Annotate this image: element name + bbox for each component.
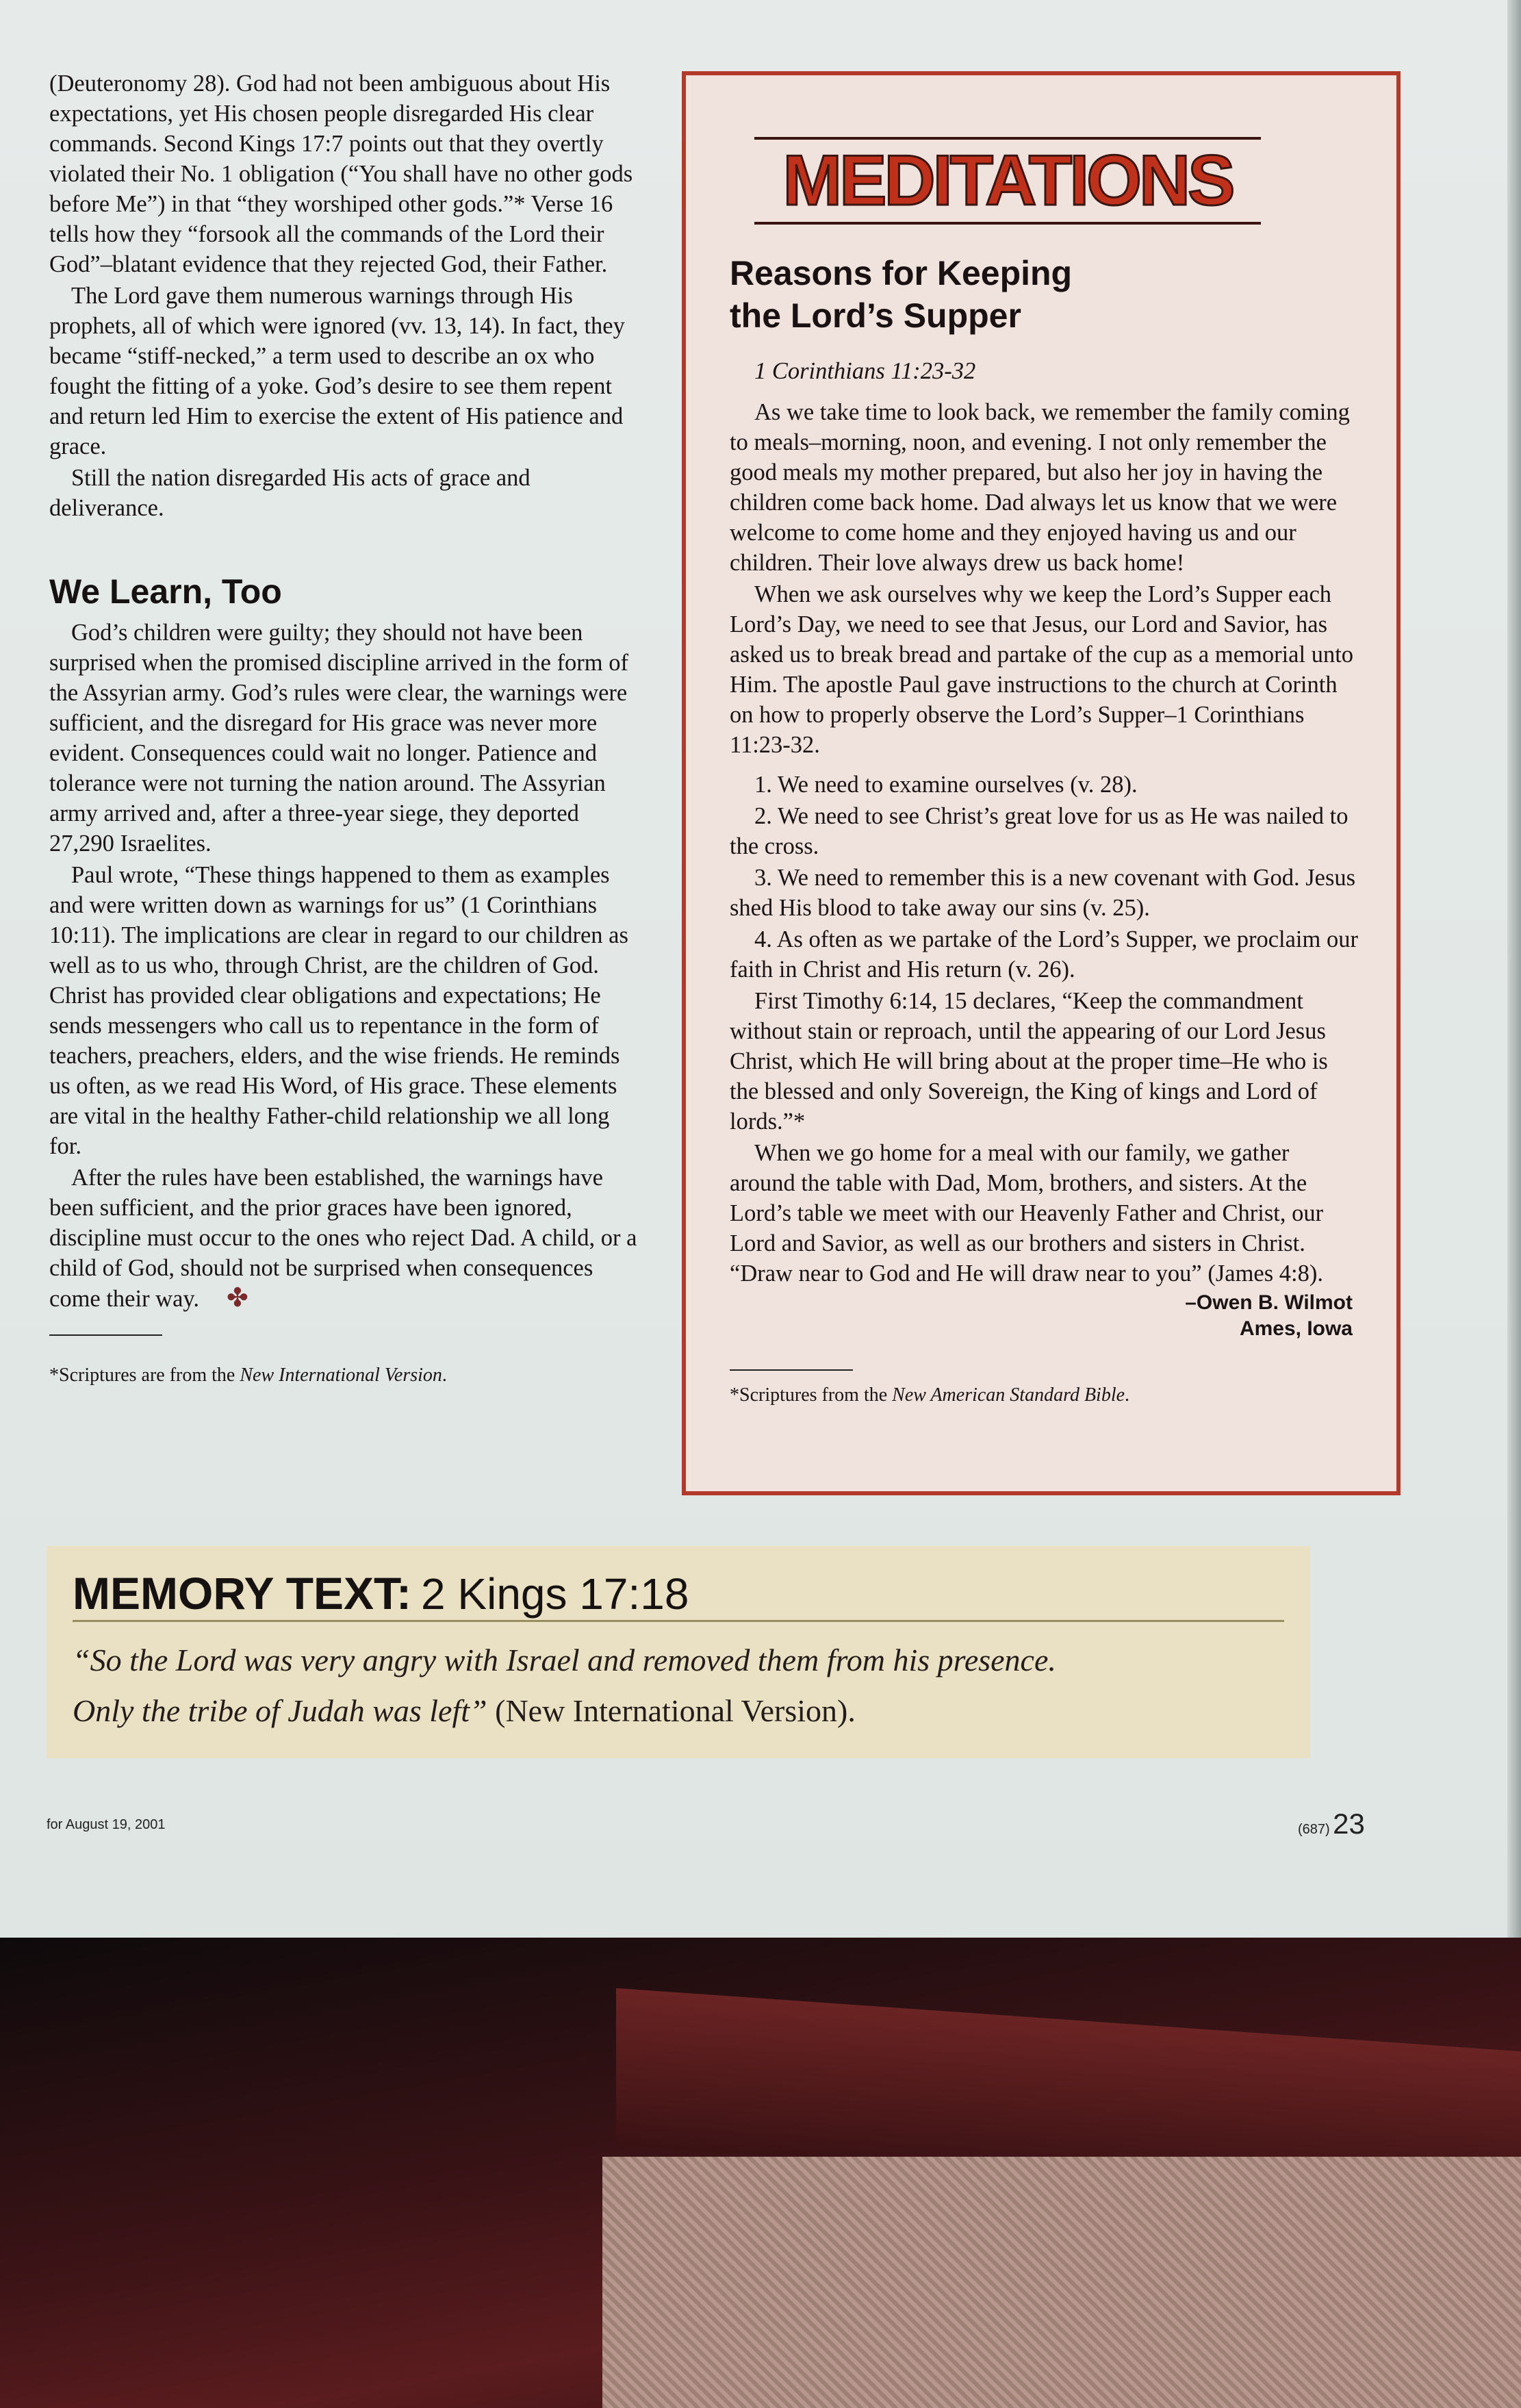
footnote-suffix: .: [1125, 1384, 1130, 1406]
meditations-paragraph: When we ask ourselves why we keep the Lord’s Supper each Lord’s Day, we need to see that Jesus, our Lord and Savior, has asked us to break bread and partake of the cup as a memorial unto Him. The apostle Paul gave instructions to the church at Corinth on how to properly observe the Lord’s Supper–1 Corinthians 11:23-32.: [730, 581, 1354, 758]
footnote-divider: [49, 1334, 162, 1336]
quote-line: Only the tribe of Judah was left”: [73, 1693, 487, 1728]
quote-version: (New International Version).: [487, 1693, 856, 1728]
author-name: –Owen B. Wilmot: [1185, 1291, 1353, 1314]
article-paragraph: Still the nation disregarded His acts of grace and deliverance.: [49, 465, 531, 521]
page-number: 23: [1333, 1808, 1365, 1840]
meditations-title-line: Reasons for Keeping: [730, 254, 1073, 292]
footnote-version: New American Standard Bible: [892, 1384, 1125, 1406]
article-paragraph: Paul wrote, “These things happened to them as examples and were written down as warnings for us” (1 Corinthians 10:11). The implications are clear in regard to our children as well as to us who, through Christ, are the children of God. Christ has provided clear obligations and expectations; He sends messengers who call us to repentance in the form of teachers, preachers, elders, and the wise friends. He reminds us often, as we read His Word, of His grace. These elements are vital in the healthy Father-child relationship we all long for.: [49, 862, 628, 1159]
meditations-paragraph: First Timothy 6:14, 15 declares, “Keep the commandment without stain or reproach, until the appearing of our Lord Jesus Christ, which He will bring about at the proper time–He who is the blessed and only Sovereign, the King of kings and Lord of lords.”*: [730, 988, 1328, 1135]
footnote-divider: [730, 1369, 853, 1371]
article-paragraph: (Deuteronomy 28). God had not been ambiguous about His expectations, yet His chosen people disregarded His clear commands. Second Kings 17:7 points out that they overtly violated their No. 1 obligation (“You shall have no other gods before Me”) in that “they worshiped other gods.”* Verse 16 tells how they “forsook all the commands of the Lord their God”–blatant evidence that they rejected God, their Father.: [49, 71, 633, 277]
footnote-version: New International Version: [240, 1365, 442, 1386]
scripture-reference: 1 Corinthians 11:23-32: [754, 358, 976, 384]
memory-text-quote: [73, 1635, 1284, 1736]
list-item: 1. We need to examine ourselves (v. 28).: [754, 772, 1138, 798]
article-paragraph: God’s children were guilty; they should not have been surprised when the promised discipline arrived in the form of the Assyrian army. God’s rules were clear, the warnings were sufficient, and the disregard for His grace was never more evident. Consequences could wait no longer. Patience and tolerance were not turning the nation around. The Assyrian army arrived and, after a three-year siege, they deported 27,290 Israelites.: [49, 620, 628, 857]
memory-text-header: [73, 1567, 1284, 1622]
footnote-prefix: *Scriptures from the: [730, 1384, 893, 1406]
page-number-block: [1298, 1808, 1365, 1840]
section-heading: We Learn, Too: [49, 572, 282, 611]
memory-text-panel: [47, 1546, 1310, 1758]
meditations-paragraph: As we take time to look back, we remember the family coming to meals–morning, noon, and evening. I not only remember the good meals my mother prepared, but also her joy in having the children come back home. Dad always let us know that we were welcome to come home and they enjoyed having us and our children. Their love always drew us back home!: [730, 399, 1350, 576]
article-closing-text: After the rules have been established, the warnings have been sufficient, and the prior graces have been ignored, discipline must occur to the ones who reject Dad. A child, or a child of God, should not be surprised when consequences come their way.: [49, 1165, 637, 1312]
footnote-suffix: .: [442, 1365, 447, 1386]
list-item: 3. We need to remember this is a new covenant with God. Jesus shed His blood to take away our sins (v. 25).: [730, 865, 1356, 921]
end-mark-icon: ✤: [227, 1284, 248, 1313]
quote-line: “So the Lord was very angry with Israel and removed them from his presence.: [73, 1643, 1056, 1677]
meditations-body: [730, 356, 1359, 1409]
page-code: (687): [1298, 1822, 1330, 1837]
background-scene: [0, 1938, 1521, 2408]
memory-text-label: MEMORY TEXT:: [73, 1568, 412, 1619]
article-paragraph: [49, 1163, 645, 1314]
author-location: Ames, Iowa: [1239, 1317, 1353, 1340]
list-item: 4. As often as we partake of the Lord’s Supper, we proclaim our faith in Christ and His return (v. 26).: [730, 926, 1358, 983]
meditations-logo: [754, 137, 1261, 225]
meditations-title: [730, 252, 1346, 337]
memory-text-reference: 2 Kings 17:18: [421, 1569, 689, 1619]
footnote-prefix: *Scriptures are from the: [49, 1365, 240, 1386]
list-item: 2. We need to see Christ’s great love for us as He was nailed to the cross.: [730, 803, 1349, 859]
meditations-title-line: the Lord’s Supper: [730, 296, 1021, 335]
page-edge: [1507, 0, 1521, 1938]
article-footnote: [49, 1363, 645, 1388]
meditations-box: [682, 71, 1401, 1495]
meditations-paragraph: When we go home for a meal with our family, we gather around the table with Dad, Mom, brothers, and sisters. At the Lord’s table we meet with our Heavenly Father and Christ, our Lord and Savior, as well as our brothers and sisters in Christ. “Draw near to God and He will draw near to you” (James 4:8).: [730, 1140, 1324, 1287]
meditations-footnote: [730, 1383, 1359, 1408]
issue-date: for August 19, 2001: [47, 1817, 166, 1832]
article-column: [49, 68, 645, 1389]
article-paragraph: The Lord gave them numerous warnings through His prophets, all of which were ignored (vv. 13, 14). In fact, they became “stiff-necked,” a term used to describe an ox who fought the fitting of a yoke. God’s desire to see them repent and return led Him to exercise the extent of His patience and grace.: [49, 283, 625, 459]
meditations-logo-text: MEDITATIONS: [782, 140, 1233, 220]
carpet-floor: [602, 2157, 1521, 2408]
